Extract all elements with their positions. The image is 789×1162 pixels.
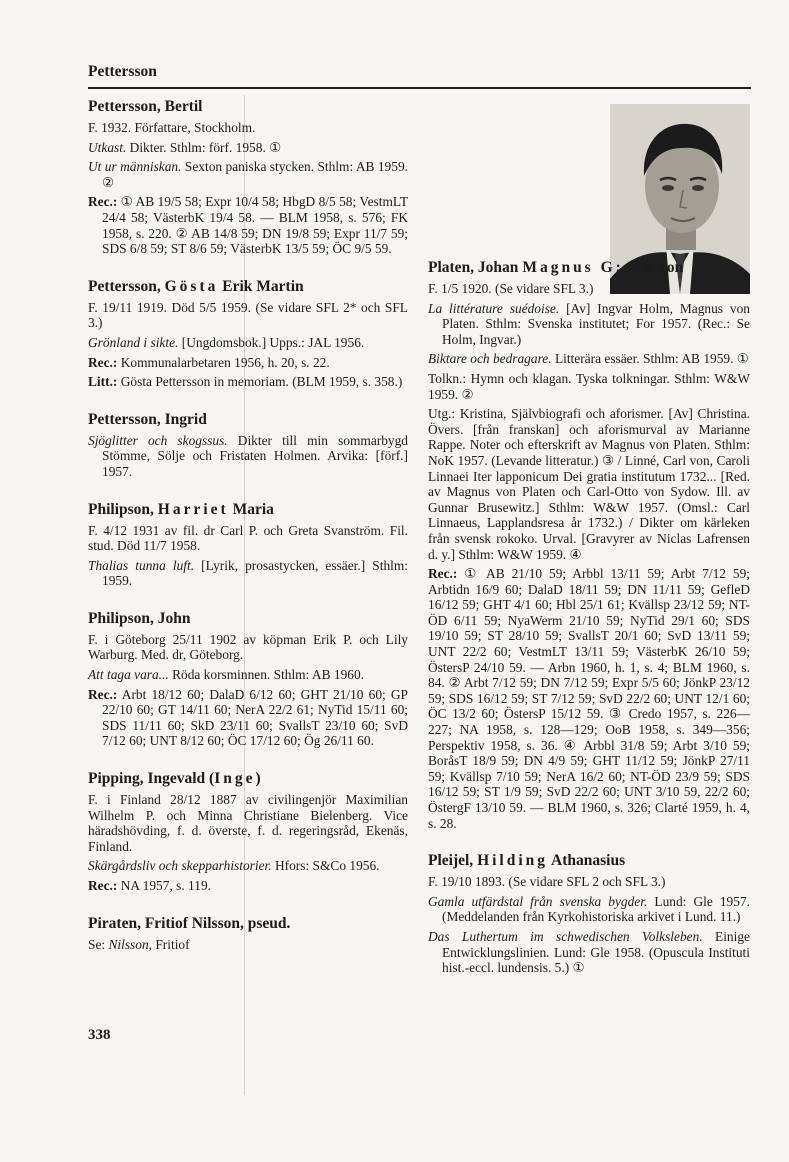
reviews-text: Kommunalarbetaren 1956, h. 20, s. 22. [117,354,330,370]
headword-part: Philipson, [88,500,158,518]
entry-bio: F. i Finland 28/12 1887 av civilingenjör Maximilian Wilhelm P. och Minna Christiane Bielenberg. Vice häradshövding, f. d. överste, f. d. regeringsråd, Ekenäs, Finland. [88,792,408,854]
work-title: Utkast. [88,139,127,155]
work-details: Dikter. Sthlm: förf. 1958. ① [126,139,282,155]
literature-label: Litt.: [88,374,118,390]
work-title: Skärgårdsliv och skepparhistorier. [88,858,272,874]
translations: Tolkn.: Hymn och klagan. Tyska tolkningar. Sthlm: W&W 1959. ② [428,370,750,402]
entry-pettersson-bertil [88,97,408,257]
entry-bio: F. 19/10 1893. (Se vidare SFL 2 och SFL 3.) [428,874,666,890]
entry-pleijel-hilding [428,851,750,976]
entry-headword [428,851,750,871]
work-title: Ut ur människan. [88,159,182,175]
entry-headword [88,277,408,297]
work-title: Gamla utfärdstal från svenska bygder. [428,893,648,909]
entry-headword: Pettersson, Ingrid [88,410,207,428]
work-details: Einige Entwicklungslinien. Lund: Gle 1958. (Opuscula Instituti hist.-eccl. lundensis. 5.) ① [442,928,750,976]
work-details: Hfors: S&Co 1956. [271,858,380,874]
work-item [88,667,408,683]
headword-callname: Gösta [164,277,219,295]
cross-reference [88,937,408,953]
work-details: Dikter till min sommarbygd Stömme, Sölje och Fristaten Holmen. Arvika: [förf.] 1957. [102,432,409,479]
work-details: Lund: Gle 1957. (Meddelanden från Kyrkohistoriska arkivet i Lund. 11.) [442,893,750,925]
entry-philipson-harriet [88,500,408,589]
reviews-text: Arbt 18/12 60; DalaD 6/12 60; GHT 21/10 60; GP 22/10 60; GT 14/11 60; NerA 22/2 61; NyTid 15/11 60; SDS 11/11 60; SkD 23/11 60; SvallsT 23/10 60; SvD 7/12 60; UNT 8/12 60; ÖC 17/12 60; Ög 26/11 60. [102,686,408,749]
entry-headword [428,258,750,278]
work-item [428,351,750,367]
work-title: Das Luthertum im schwedischen Volksleben. [428,928,703,944]
literature-text: Gösta Pettersson in memoriam. (BLM 1959, s. 358.) [117,374,403,390]
work-item [428,929,750,976]
work-item [88,858,408,874]
work-details: Röda korsminnen. Sthlm: AB 1960. [168,667,365,683]
entry-piraten [88,914,408,953]
headword-part: Pettersson, [88,277,165,295]
work-title: Biktare och bedragare. [428,351,552,367]
header-rule [88,87,751,89]
entry-bio: F. 1/5 1920. (Se vidare SFL 3.) [428,281,594,296]
headword-part: Erik Martin [218,277,304,295]
work-title: Att taga vara... [88,667,169,683]
cross-ref-rest: Fritiof [152,936,190,952]
reviews-text: ① AB 19/5 58; Expr 10/4 58; HbgD 8/5 58; VestmLT 24/4 58; VästerbK 19/4 58. — BLM 1958, s. 576; FK 1958, s. 220. ② AB 14/8 59; DN 19/8 59; Expr 11/7 59; SDS 6/8 59; ST 8/6 59; VästerbK 13/5 59; ÖC 9/5 59. [102,194,408,257]
reviews [88,194,408,256]
work-item [88,140,408,156]
entry-philipson-john [88,609,408,749]
entry-bio: F. 1932. Författare, Stockholm. [88,120,256,135]
headword-part: Maria [228,500,274,518]
entry-headword: Pettersson, Bertil [88,98,203,115]
cross-ref-target: Nilsson, [108,936,153,952]
reviews-label: Rec.: [88,878,118,893]
headword-part: Pleijel, [428,852,478,870]
headword-callname: Harriet [157,500,229,518]
work-title: Thalias tunna luft. [88,557,195,573]
entry-pettersson-ingrid [88,410,408,480]
right-column [428,258,750,996]
reviews-text: ① AB 21/10 59; Arbbl 13/11 59; Arbt 7/12 59; Arbtidn 16/9 60; DalaD 18/11 59; DN 11/11 59; GefleD 16/12 59; GHT 4/1 60; Hbl 25/1 61; Kvällsp 23/12 59; NT-ÖD 6/11 59; NyaWerm 21/10 59; NyTid 29/1 60; SDS 19/10 59; ST 28/10 59; SvallsT 20/1 60; SvD 13/11 59; UNT 22/2 60; VestmLT 13/11 59; VästerbK 26/10 59; ÖstersP 24/10 59. — Arbn 1960, h. 1, s. 4; BLM 1960, s. 84. ② Arbt 7/12 59; DN 7/12 59; Expr 5/5 60; JönkP 23/12 59; SDS 16/12 59; ST 7/12 59; SvD 22/2 60; UNT 12/1 60; ÖC 13/2 60; ÖstersP 15/12 59. ③ Credo 1957, s. 226—227; NA 1958, s. 128—129; OoB 1958, s. 349—356; Perspektiv 1958, s. 36. ④ Arbbl 31/8 59; Arbt 3/10 59; BoråsT 18/9 59; DN 4/9 59; GHT 11/12 59; JönkP 27/11 59; Kvällsp 7/10 59; NerA 16/2 60; NT-ÖD 23/9 59; SDS 16/12 59; ST 1/9 59; SvD 22/2 60; UNT 3/10 59, 22/2 60; ÖstergF 13/10 59. — BLM 1960, s. 326; Clarté 1959, h. 4, s. 28. [428,566,750,831]
work-item [428,894,750,925]
work-item [88,335,408,351]
headword-callname: Inge [214,770,256,788]
work-details: [Lyrik, prosastycken, essäer.] Sthlm: 1959. [102,557,408,589]
reviews-label: Rec.: [428,566,458,582]
entry-headword [88,500,408,520]
literature [88,374,408,390]
work-details: [Ungdomsbok.] Upps.: JAL 1956. [178,334,365,350]
headword-part: ) [255,770,261,788]
left-column [88,97,408,972]
entry-headword [88,769,408,789]
running-head: Pettersson [88,63,157,80]
work-details: Sexton paniska stycken. Sthlm: AB 1959. ② [102,159,408,190]
reviews-label: Rec.: [88,194,118,210]
headword-part: Athanasius [548,852,626,870]
page-number: 338 [88,1027,111,1043]
reviews [88,687,408,749]
entry-bio: F. 4/12 1931 av fil. dr Carl P. och Greta Svanström. Fil. stud. Död 11/7 1958. [88,522,408,554]
work-item [88,159,408,190]
entry-bio: F. i Göteborg 25/11 1902 av köpman Erik P. och Lily Warburg. Med. dr, Göteborg. [88,631,408,663]
reviews [88,355,408,371]
headword-part: Pipping, Ingevald ( [88,770,215,788]
cross-ref-label: Se: [88,936,109,952]
work-details: [Av] Ingvar Holm, Magnus von Platen. Sthlm: Svenska institutet; For 1957. (Rec.: Se Holm, Ingvar.) [442,300,750,347]
reviews-label: Rec.: [88,686,118,702]
work-item [88,433,408,480]
entry-headword: Piraten, Fritiof Nilsson, pseud. [88,914,291,932]
entry-platen-johan [428,258,750,831]
work-item [88,558,408,589]
work-title: La littérature suédoise. [428,300,560,316]
entry-pipping-ingevald [88,769,408,894]
editions: Utg.: Kristina, Självbiografi och aforismer. [Av] Christina. Övers. [från franskan] och aforismurval av Marianne Rappe. Noter och efterskrift av Magnus von Platen. Sthlm: NoK 1957. (Levande litteratur.) ③ / Linné, Carl von, Caroli Linnaei Iter lapponicum Dei gratia institutum 1732... [Red. av Magnus von Platen och Carl-Otto von Sydow. Ill. av Gunnar Brusewitz.] Sthlm: W&W 1957. (Omsl.: Carl Linnaeus, Lapplandsresa år 1732.) / Dikter om kärleken från svensk rokoko. Urval. [Gravyrer av Niclas Lafrensen d. y.] Sthlm: W&W 1959. ④ [428,406,750,562]
entry-bio: F. 19/11 1919. Död 5/5 1959. (Se vidare SFL 2* och SFL 3.) [88,299,408,331]
headword-callname: Magnus G:son [522,259,656,276]
reviews [88,878,408,894]
entry-pettersson-gosta [88,277,408,390]
reviews-text: NA 1957, s. 119. [117,878,211,893]
entry-headword: Philipson, John [88,609,191,627]
work-details: Litterära essäer. Sthlm: AB 1959. ① [551,351,749,367]
headword-part: von [655,259,684,276]
headword-part: Platen, Johan [428,259,523,276]
reviews-label: Rec.: [88,354,118,370]
work-title: Grönland i sikte. [88,334,179,350]
reviews [428,566,750,831]
headword-callname: Hilding [477,852,549,870]
work-title: Sjöglitter och skogssus. [88,432,228,448]
work-item [428,301,750,348]
